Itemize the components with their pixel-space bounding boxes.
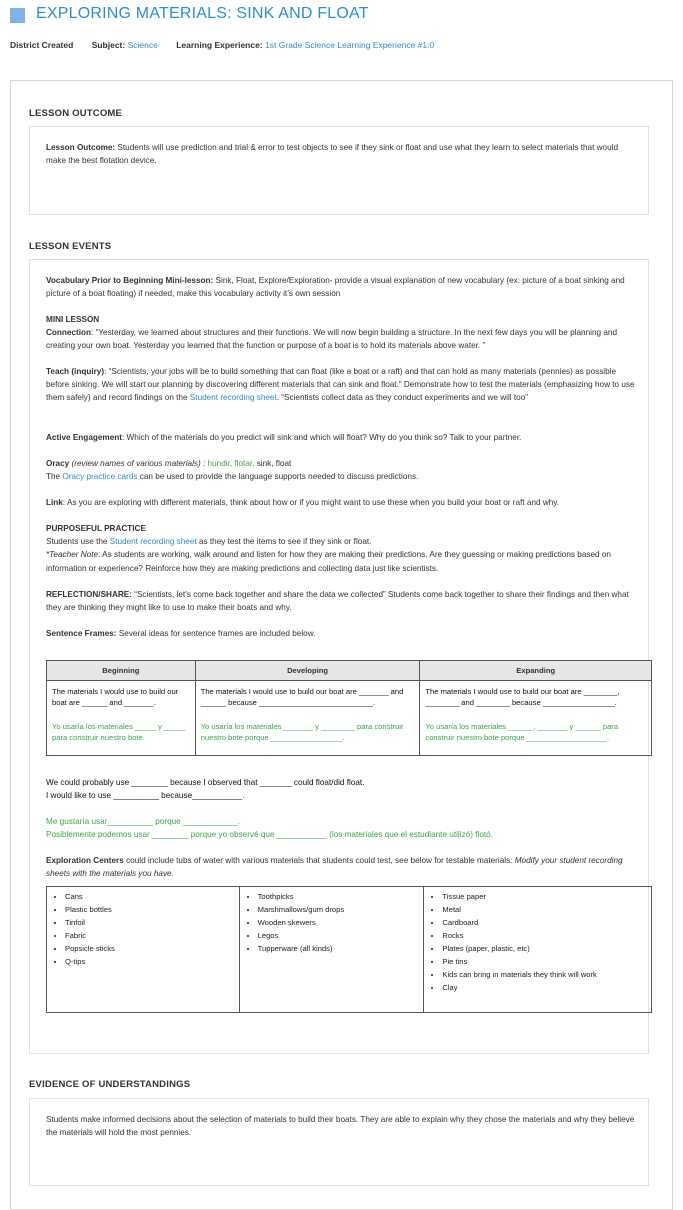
sentence-frames-table	[46, 660, 652, 756]
lesson-outcome-panel	[29, 126, 649, 215]
oracy-practice-cards-link[interactable]: Oracy practice cards	[62, 472, 138, 482]
list-item: • Kids can bring in materials they think will work	[442, 968, 645, 981]
list-item: • Tissue paper	[442, 890, 645, 903]
materials-table	[46, 886, 652, 1013]
list-item: • Tupperware (all kinds)	[258, 942, 418, 955]
frames-header-developing: Developing	[195, 661, 420, 681]
materials-column-1	[47, 887, 240, 1013]
list-item: • Metal	[442, 903, 645, 916]
title-square-icon	[10, 8, 25, 23]
learning-experience-link[interactable]: 1st Grade Science Learning Experience #1:0	[265, 40, 435, 50]
district-created-label: District Created	[10, 40, 74, 50]
materials-column-2	[239, 887, 424, 1013]
list-item: • Rocks	[442, 929, 645, 942]
evidence-panel	[29, 1098, 649, 1186]
lesson-events-title: LESSON EVENTS	[29, 241, 112, 252]
link-paragraph: Link: As you are exploring with different materials, think about how or if you might want to use these when you build your boat or raft and why.	[46, 498, 560, 507]
reflection-paragraph: REFLECTION/SHARE: “Scientists, let’s come back together and share the data we collected” Students come back together to share their findings and then what they are thinking they might like to use to make their boats and why.	[46, 590, 629, 613]
evidence-text: Students make informed decisions about the selection of materials to build their boats. They are able to explain why they chose the materials and why they believe the materials will hold the most pennies.	[46, 1115, 635, 1138]
frames-header-beginning: Beginning	[47, 661, 196, 681]
page-title: EXPLORING MATERIALS: SINK AND FLOAT	[36, 5, 369, 22]
frames-header-expanding: Expanding	[420, 661, 652, 681]
list-item: • Q-tips	[65, 955, 233, 968]
mini-lesson-paragraph: MINI LESSON Connection: “Yesterday, we learned about structures and their functions. We will now begin building a structure. In the next few days you will be planning and creating your own boat. Yesterday you learned that the function or purpose of a boat is to hold its materials above water. ”	[46, 315, 617, 351]
vocabulary-paragraph: Vocabulary Prior to Beginning Mini-lesson: Sink, Float, Explore/Exploration- provide a visual explanation of new vocabulary (ex: picture of a boat sinking and picture of a boat floating) if needed, make this vocabulary activity it’s own session	[46, 276, 625, 299]
student-recording-sheet-link-2[interactable]: Student recording sheet	[109, 537, 197, 547]
sentence-frames-paragraph: Sentence Frames: Several ideas for sentence frames are included below.	[46, 629, 316, 638]
list-item: • Cans	[65, 890, 233, 903]
list-item: • Legos	[258, 929, 418, 942]
list-item: • Tinfoil	[65, 916, 233, 929]
mini-lesson-heading: MINI LESSON	[46, 315, 100, 324]
page-header	[0, 0, 683, 34]
lesson-outcome-title: LESSON OUTCOME	[29, 108, 123, 119]
materials-column-3	[424, 887, 652, 1013]
frames-cell-beginning: The materials I would use to build our boat are ______ and _______. Yo usaría los materiales _____ y _____ para construir nuestro bote.	[47, 681, 196, 756]
list-item: • Plates (paper, plastic, etc)	[442, 942, 645, 955]
frames-cell-developing: The materials I would use to build our boat are _______ and ______ because ___________________________. Yo usaría los materiales _______ y ________ para construir nuestro bote porque _________________.	[195, 681, 420, 756]
spanish-sentence-frames: Me gustaría usar__________ porque ____________. Posiblemente podemos usar ________ porque yo observé que ___________ (los materiales que el estudiante utilizó) flotó.	[46, 817, 493, 840]
list-item: • Marshmallows/gum drops	[258, 903, 418, 916]
exploration-centers-paragraph: Exploration Centers could include tubs of water with various materials that students could test, see below for testable materials: Modify your student recording sheets with the materials you have.	[46, 856, 623, 879]
active-engagement-paragraph: Active Engagement: Which of the materials do you predict will sink and which will float? Why do you think so? Talk to your partner.	[46, 433, 522, 442]
list-item: • Wooden skewers	[258, 916, 418, 929]
list-item: • Pie tins	[442, 955, 645, 968]
teach-paragraph: Teach (inquiry): “Scientists, your jobs will be to build something that can float (like a boat or a raft) and that can hold as many materials (pennies) as possible before sinking. We will start our planning by discovering different materials that can sink and float.” Demonstrate how to test the materials (emphasizing how to use them safely) and record findings on the Student recording sheet. “Scientists collect data as they conduct experiments and we will too”	[46, 367, 635, 403]
purposeful-practice-paragraph: PURPOSEFUL PRACTICE Students use the Student recording sheet as they test the items to see if they sink or float. *Teacher Note: As students are working, walk around and listen for how they are making their predictions. Are they guessing or making predictions based on information or experience? Reinforce how they are making predictions and collecting data just like scientists.	[46, 524, 611, 573]
list-item: • Cardboard	[442, 916, 645, 929]
learning-experience-label: Learning Experience:	[176, 40, 263, 50]
lesson-events-panel	[29, 259, 649, 1054]
oracy-paragraph: Oracy (review names of various materials) : hundir, flotar, sink, float The Oracy practice cards can be used to provide the language supports needed to discuss predictions.	[46, 459, 419, 482]
frames-cell-expanding: The materials I would use to build our boat are ________, ________ and ________ because _________________. Yo usaría los materiales ______, _______ y ______ para construir nuestro bote porque ___________________.	[420, 681, 652, 756]
list-item: • Clay	[442, 981, 645, 994]
english-sentence-frames: We could probably use ________ because I observed that _______ could float/did float. I would like to use __________ because___________.	[46, 778, 365, 801]
student-recording-sheet-link[interactable]: Student recording sheet	[189, 393, 277, 403]
lesson-meta	[10, 40, 434, 50]
list-item: • Toothpicks	[258, 890, 418, 903]
lesson-outcome-text: Lesson Outcome: Students will use prediction and trial & error to test objects to see if they sink or float and use what they learn to select materials that would make the best flotation device.	[46, 143, 619, 166]
purposeful-practice-heading: PURPOSEFUL PRACTICE	[46, 524, 146, 533]
list-item: • Fabric	[65, 929, 233, 942]
subject-label: Subject:	[91, 40, 126, 50]
list-item: • Plastic bottles	[65, 903, 233, 916]
list-item: • Popsicle sticks	[65, 942, 233, 955]
evidence-title: EVIDENCE OF UNDERSTANDINGS	[29, 1079, 191, 1090]
subject-link[interactable]: Science	[127, 40, 158, 50]
